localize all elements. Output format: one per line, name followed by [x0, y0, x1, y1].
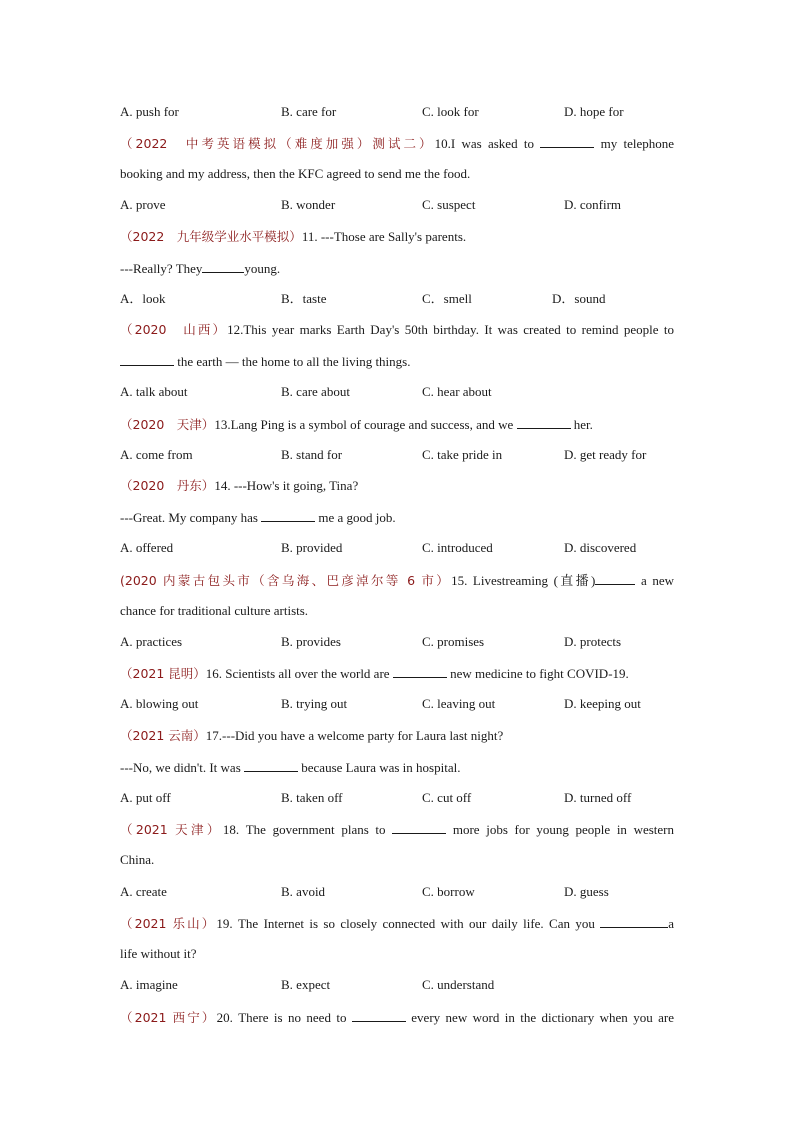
- option-d: D. discovered: [564, 540, 637, 555]
- question-stem: 10.I was asked to: [434, 136, 534, 151]
- option-c: C. understand: [422, 977, 495, 992]
- question-stem: a: [668, 916, 675, 931]
- question-stem: 18. The government plans to: [222, 822, 386, 837]
- question-stem: new medicine to fight COVID-19.: [450, 666, 629, 681]
- question-stem: my telephone: [600, 136, 675, 151]
- question-stem: young.: [244, 261, 281, 276]
- option-d: D. guess: [564, 884, 609, 899]
- question-source: （2021 天津）: [120, 822, 223, 837]
- answer-blank: [393, 665, 447, 678]
- question-stem: 20. There is no need to: [216, 1010, 347, 1025]
- option-d: D. turned off: [564, 790, 632, 805]
- question-stem: 16. Scientists all over the world are: [205, 666, 390, 681]
- question-stem: me a good job.: [318, 510, 396, 525]
- question-source: （2020 丹东）: [120, 478, 215, 493]
- option-b: B. avoid: [281, 884, 326, 899]
- option-a: A. talk about: [120, 384, 188, 399]
- question-19-line-1: [120, 915, 674, 932]
- question-17-line-1: [120, 728, 674, 744]
- question-source: （2021 云南）: [120, 728, 206, 743]
- question-stem: ---Really? They: [120, 261, 203, 276]
- question-stem: ---No, we didn't. It was: [120, 760, 241, 775]
- question-11-line-1: [120, 229, 674, 245]
- question-source: （2021 乐山）: [120, 916, 217, 931]
- option-c: C. leaving out: [422, 696, 496, 711]
- question-stem: a new: [640, 573, 674, 588]
- option-a: A. create: [120, 884, 167, 899]
- option-a: A. push for: [120, 104, 179, 119]
- option-b: B. stand for: [281, 447, 343, 462]
- question-stem: 14. ---How's it going, Tina?: [214, 478, 359, 493]
- answer-blank: [244, 759, 298, 772]
- question-source: （2021 西宁）: [120, 1010, 217, 1025]
- answer-blank: [352, 1009, 406, 1022]
- question-stem: because Laura was in hospital.: [301, 760, 461, 775]
- option-c: C. introduced: [422, 540, 493, 555]
- option-d: D. hope for: [564, 104, 624, 119]
- question-stem: 13.Lang Ping is a symbol of courage and success, and we: [214, 417, 514, 432]
- answer-blank: [600, 915, 668, 928]
- option-b: B．taste: [281, 291, 327, 306]
- question-stem: 15. Livestreaming (直播): [451, 573, 596, 588]
- option-a: A. prove: [120, 197, 166, 212]
- question-10-line-1: [120, 135, 674, 152]
- option-d: D. confirm: [564, 197, 622, 212]
- option-c: C. promises: [422, 634, 485, 649]
- question-14-line-2: [120, 509, 674, 526]
- question-12-line-2: [120, 353, 674, 370]
- option-b: B. expect: [281, 977, 331, 992]
- option-d: D．sound: [552, 291, 606, 306]
- option-c: C. suspect: [422, 197, 476, 212]
- option-c: C. take pride in: [422, 447, 503, 462]
- question-stem: every new word in the dictionary when you are: [411, 1010, 674, 1025]
- option-b: B. taken off: [281, 790, 343, 805]
- answer-blank: [202, 260, 244, 273]
- option-c: C. cut off: [422, 790, 472, 805]
- option-a: A. blowing out: [120, 696, 199, 711]
- question-15-line-1: [120, 572, 674, 589]
- question-source: （2020 山西）: [120, 322, 228, 337]
- option-a: A. put off: [120, 790, 171, 805]
- option-a: A. offered: [120, 540, 174, 555]
- question-12-line-1: [120, 322, 674, 338]
- question-stem: ---Great. My company has: [120, 510, 258, 525]
- question-18-line-2: China.: [120, 852, 155, 867]
- option-b: B. provides: [281, 634, 341, 649]
- option-d: D. get ready for: [564, 447, 647, 462]
- option-a: A．look: [120, 291, 166, 306]
- question-stem: more jobs for young people in western: [452, 822, 675, 837]
- option-c: C. hear about: [422, 384, 492, 399]
- question-source: （2022 中考英语模拟（难度加强）测试二）: [120, 136, 435, 151]
- question-14-line-1: [120, 478, 674, 494]
- option-d: D. keeping out: [564, 696, 641, 711]
- answer-blank: [120, 353, 174, 366]
- answer-blank: [540, 135, 594, 148]
- question-source: (2020 内蒙古包头市（含乌海、巴彦淖尔等 6 市）: [120, 573, 452, 588]
- option-b: B. care about: [281, 384, 350, 399]
- option-c: C. borrow: [422, 884, 475, 899]
- option-b: B. care for: [281, 104, 337, 119]
- question-19-line-2: life without it?: [120, 946, 197, 961]
- question-source: （2020 天津）: [120, 417, 215, 432]
- option-c: C. look for: [422, 104, 479, 119]
- answer-blank: [595, 572, 635, 585]
- option-c: C．smell: [422, 291, 472, 306]
- answer-blank: [517, 416, 571, 429]
- question-stem: 11. ---Those are Sally's parents.: [301, 229, 467, 244]
- question-10-line-2: booking and my address, then the KFC agreed to send me the food.: [120, 166, 471, 181]
- question-18-line-1: [120, 821, 674, 838]
- option-a: A. practices: [120, 634, 183, 649]
- question-15-line-2: chance for traditional culture artists.: [120, 603, 309, 618]
- question-stem: 12.This year marks Earth Day's 50th birthday. It was created to remind people to: [227, 322, 675, 337]
- option-d: D. protects: [564, 634, 622, 649]
- question-source: （2021 昆明）: [120, 666, 206, 681]
- question-stem: her.: [573, 417, 593, 432]
- option-a: A. imagine: [120, 977, 178, 992]
- question-13-line-1: [120, 416, 674, 433]
- option-b: B. trying out: [281, 696, 348, 711]
- question-stem: 19. The Internet is so closely connected with our daily life. Can you: [216, 916, 595, 931]
- question-11-line-2: [120, 260, 674, 277]
- question-source: （2022 九年级学业水平模拟）: [120, 229, 302, 244]
- question-20-line-1: [120, 1009, 674, 1026]
- option-b: B. wonder: [281, 197, 336, 212]
- question-stem: the earth — the home to all the living things.: [177, 354, 411, 369]
- option-b: B. provided: [281, 540, 343, 555]
- question-16-line-1: [120, 665, 674, 682]
- answer-blank: [261, 509, 315, 522]
- question-17-line-2: [120, 759, 674, 776]
- option-a: A. come from: [120, 447, 193, 462]
- question-stem: 17.---Did you have a welcome party for Laura last night?: [205, 728, 504, 743]
- answer-blank: [392, 821, 446, 834]
